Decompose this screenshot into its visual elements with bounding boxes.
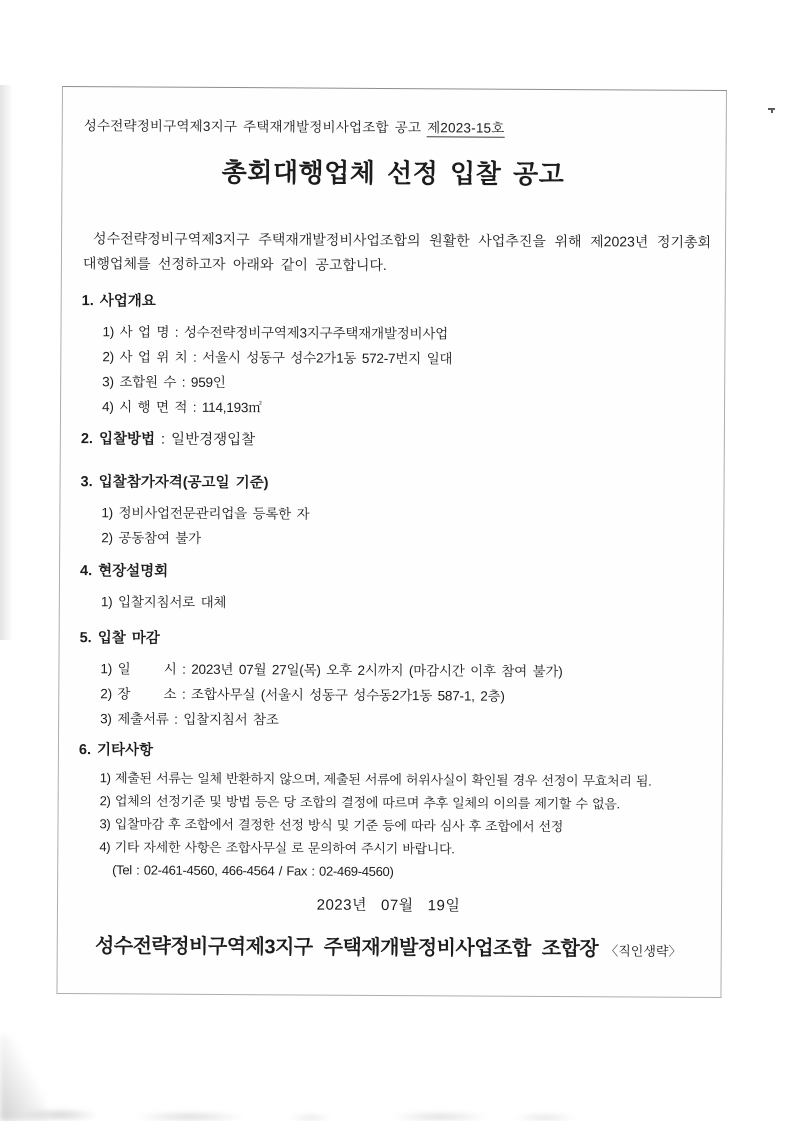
section-heading: 4. 현장설명회 bbox=[79, 563, 169, 580]
signature-line bbox=[68, 933, 709, 965]
list-item: 3) 조합원 수 : 959인 bbox=[102, 374, 226, 391]
seal-omitted-note: 〈직인생략〉 bbox=[605, 943, 682, 959]
list-item: 3) 제출서류 : 입찰지침서 참조 bbox=[100, 711, 279, 728]
section-heading: 2. 입찰방법 : 일반경쟁입찰 bbox=[80, 431, 256, 449]
section-heading: 1. 사업개요 bbox=[81, 293, 156, 310]
scan-smudge-bottom bbox=[0, 1095, 620, 1121]
signer-title: 성수전략정비구역제3지구 주택재개발정비사업조합 조합장 bbox=[94, 935, 599, 961]
section-heading: 5. 입찰 마감 bbox=[79, 630, 160, 647]
announcement-date: 2023년 07월 19일 bbox=[316, 896, 461, 915]
list-item: 4) 시 행 면 적 : 114,193㎡ bbox=[101, 399, 262, 416]
document-number: 제2023-15호 bbox=[427, 120, 505, 136]
section-heading: 6. 기타사항 bbox=[78, 742, 154, 759]
section-bid-qualification bbox=[80, 474, 711, 554]
scan-artifact-mark bbox=[768, 108, 775, 110]
section-bid-deadline bbox=[79, 630, 711, 735]
list-item: 4) 기타 자세한 사항은 조합사무실 로 문의하여 주시기 바랍니다. bbox=[99, 839, 455, 857]
section-items bbox=[102, 319, 713, 423]
section-other-matters bbox=[78, 742, 710, 885]
intro-paragraph: 성수전략정비구역제3지구 주택재개발정비사업조합의 원활한 사업추진을 위해 제2023년 정기총회 대행업체를 선정하고자 아래와 같이 공고합니다. bbox=[82, 230, 712, 273]
section-project-overview bbox=[81, 293, 713, 423]
section-items bbox=[101, 589, 711, 618]
section-bid-method bbox=[81, 431, 712, 452]
list-item: 1) 정비사업전문관리업을 등록한 자 bbox=[101, 505, 310, 522]
list-item: 2) 장 소 : 조합사무실 (서울시 성동구 성수동2가1동 587-1, 2층) bbox=[100, 686, 505, 704]
document-header bbox=[84, 118, 714, 138]
scanned-page bbox=[56, 86, 727, 998]
scan-edge-shadow bbox=[0, 85, 13, 640]
list-item: 1) 제출된 서류는 일체 반환하지 않으며, 제출된 서류에 허위사실이 확인될 경우 선정이 무효처리 됨. bbox=[99, 770, 652, 789]
list-item: 2) 사 업 위 치 : 서울시 성동구 성수2가1동 572-7번지 일대 bbox=[102, 349, 453, 367]
list-item: 1) 일 시 : 2023년 07월 27일(목) 오후 2시까지 (마감시간 이후 참여 불가) bbox=[100, 661, 563, 680]
list-item: 3) 입찰마감 후 조합에서 결정한 선정 방식 및 기준 등에 따라 심사 후 조합에서 선정 bbox=[99, 816, 564, 835]
list-item: 1) 입찰지침서로 대체 bbox=[100, 594, 227, 611]
contact-line: (Tel : 02-461-4560, 466-4564 / Fax : 02-469-4560) bbox=[99, 862, 394, 880]
page-content bbox=[57, 87, 726, 997]
section-site-briefing bbox=[80, 563, 711, 618]
document-header-text: 성수전략정비구역제3지구 주택재개발정비사업조합 공고 bbox=[83, 118, 428, 136]
list-item: 2) 업체의 선정기준 및 방법 등은 당 조합의 결정에 따르며 추후 일체의 이의를 제기할 수 없음. bbox=[99, 793, 620, 812]
page-title: 총회대행업체 선정 입찰 공고 bbox=[221, 156, 565, 190]
section-items bbox=[100, 656, 710, 735]
list-item: 2) 공동참여 불가 bbox=[101, 530, 202, 546]
section-items bbox=[99, 766, 710, 885]
list-item: 1) 사 업 명 : 성수전략정비구역제3지구주택재개발정비사업 bbox=[102, 324, 449, 342]
section-heading: 3. 입찰참가자격(공고일 기준) bbox=[80, 474, 269, 492]
section-items bbox=[101, 500, 711, 554]
